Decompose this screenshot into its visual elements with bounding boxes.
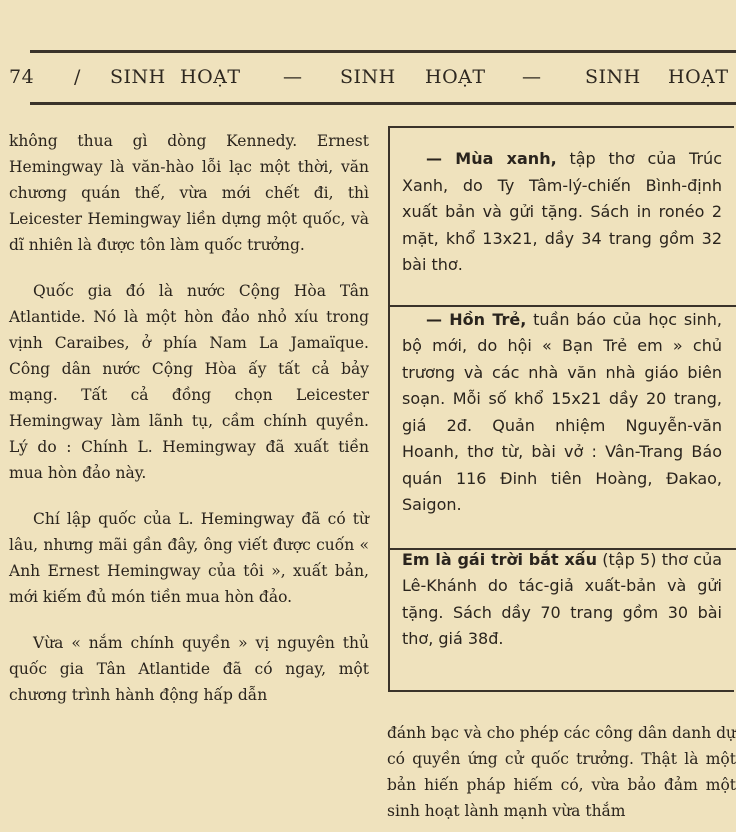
header-word: SINH <box>585 66 641 88</box>
notice-item <box>402 307 722 519</box>
header-word: HOẠT <box>425 66 486 88</box>
paragraph: Vừa « nắm chính quyền » vị nguyên thủ quốc gia Tân Atlantide đã có ngay, một chương trình hành động hấp dẫn <box>9 634 369 704</box>
page-number: 74 <box>9 66 35 88</box>
header-top-rule <box>30 50 736 53</box>
header-dash: — <box>283 66 303 88</box>
book-notices <box>402 146 722 671</box>
paragraph: không thua gì dòng Kennedy. Ernest Hemingway là văn-hào lỗi lạc một thời, văn chương quán thế, vừa mới chết đi, thì Leicester Hemingway liền dựng một quốc, và dĩ nhiên là được tôn làm quốc trưởng. <box>9 132 369 254</box>
notice-item <box>402 146 722 279</box>
header-word: HOẠT <box>668 66 729 88</box>
notice-title: — Hồn Trẻ, <box>426 309 527 329</box>
header-word: SINH <box>340 66 396 88</box>
paragraph: Quốc gia đó là nước Cộng Hòa Tân Atlantide. Nó là một hòn đảo nhỏ xíu trong vịnh Caraibes, ở phía Nam La Jamaïque. Công dân nước Cộng Hòa ấy tất cả bảy mạng. Tất cả đồng chọn Leicester Hemingway làm lãnh tụ, cầm chính quyền. Lý do : Chính L. Hemingway đã xuất tiền mua hòn đảo này. <box>9 282 369 482</box>
notice-title: — Mùa xanh, <box>426 149 557 168</box>
notice-title: Em là gái trời bắt xấu <box>402 549 597 569</box>
notice-text: tuần báo của học sinh, bộ mới, do hội « Bạn Trẻ em » chủ trương và các nhà văn nhà giáo biên soạn. Mỗi số khổ 15x21 dầy 20 trang, giá 2đ. Quản nhiệm Nguyễn-văn Hoanh, thơ từ, bài vở : Vân-Trang Báo quán 116 Đinh tiên Hoàng, Đakao, Saigon. <box>402 309 723 514</box>
left-column <box>9 128 369 728</box>
header-slash: / <box>74 66 81 88</box>
notice-text: (tập 5) thơ của Lê-Khánh do tác-giả xuất-bản và gửi tặng. Sách dầy 70 trang gồm 30 bài thơ, giá 38đ. <box>402 549 723 648</box>
header-dash: — <box>522 66 542 88</box>
header-bottom-rule <box>30 102 736 105</box>
running-header <box>0 58 736 98</box>
header-word: SINH <box>110 66 166 88</box>
right-column: đánh bạc và cho phép các công dân danh dự có quyền ứng cử quốc trưởng. Thật là một bản hiến pháp hiếm có, vừa bảo đảm một sinh hoạt lành mạnh vừa thắm <box>387 724 736 820</box>
notice-item <box>402 547 722 653</box>
notice-text: tập thơ của Trúc Xanh, do Ty Tâm-lý-chiến Bình-định xuất bản và gửi tặng. Sách in ronéo 2 mặt, khổ 13x21, dầy 34 trang gồm 32 bài thơ. <box>402 149 722 274</box>
header-word: HOẠT <box>180 66 241 88</box>
paragraph: Chí lập quốc của L. Hemingway đã có từ lâu, nhưng mãi gần đây, ông viết được cuốn « Anh Ernest Hemingway của tôi », xuất bản, mới kiếm đủ món tiền mua hòn đảo. <box>9 510 369 606</box>
